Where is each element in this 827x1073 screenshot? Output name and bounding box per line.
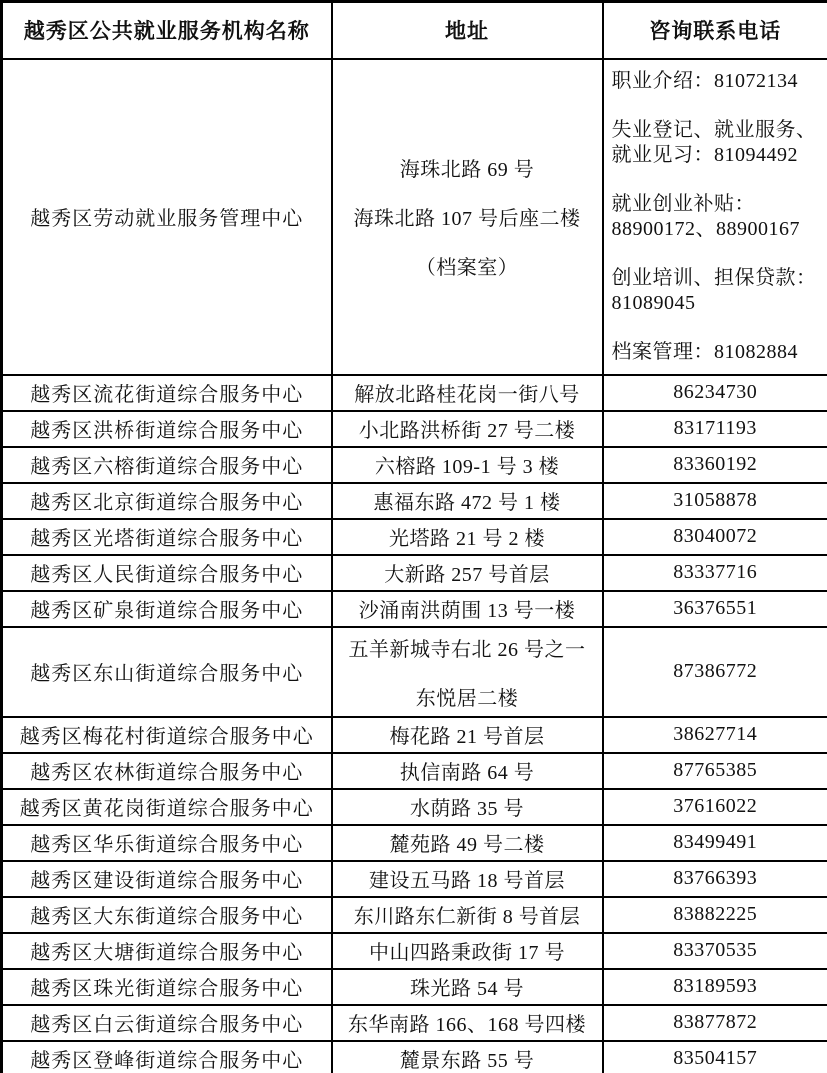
phone-group: [608, 830, 824, 855]
phone-group: [612, 118, 824, 168]
address-line: 水荫路 35 号: [410, 798, 524, 820]
table-header: [2, 2, 827, 59]
phone-line: 81089045: [611, 291, 696, 314]
phone-cell: [603, 411, 827, 447]
phone-cell: [603, 555, 827, 591]
address-line: 解放北路桂花岗一街八号: [354, 384, 580, 406]
name-cell: 越秀区大塘街道综合服务中心: [2, 933, 332, 969]
phone-line: 档案管理：81082884: [611, 340, 798, 363]
name-cell: 越秀区洪桥街道综合服务中心: [2, 411, 332, 447]
table-row: [2, 897, 827, 933]
address-line: 光塔路 21 号 2 楼: [389, 528, 545, 550]
phone-group: [608, 938, 824, 963]
phone-group: [608, 902, 824, 927]
address-line: 麓景东路 55 号: [399, 1049, 535, 1072]
phone-cell: [603, 627, 827, 717]
table-row: [2, 753, 827, 789]
phone-line: 83882225: [673, 903, 758, 925]
phone-line: 87765385: [673, 759, 758, 781]
address-line: 中山四路秉政街 17 号: [369, 942, 565, 964]
phone-line: 就业创业补贴：: [611, 192, 755, 215]
name-cell: 越秀区光塔街道综合服务中心: [2, 519, 332, 555]
table-row: [2, 627, 827, 717]
address-line: 五羊新城寺右北 26 号之一: [348, 638, 586, 661]
table-row: [2, 447, 827, 483]
phone-group: [608, 974, 824, 999]
address-cell: [332, 591, 603, 627]
address-cell: [332, 1005, 603, 1041]
phone-line: 创业培训、担保贷款：: [611, 266, 817, 289]
name-cell: 越秀区农林街道综合服务中心: [2, 753, 332, 789]
phone-group: [612, 340, 824, 365]
address-cell: [332, 717, 603, 753]
phone-group: [608, 416, 824, 441]
phone-line: 86234730: [673, 381, 758, 403]
phone-cell: [603, 969, 827, 1005]
phone-group: [608, 866, 824, 891]
table-row: [2, 861, 827, 897]
phone-cell: [603, 375, 827, 411]
name-cell: 越秀区黄花岗街道综合服务中心: [2, 789, 332, 825]
name-cell: 越秀区登峰街道综合服务中心: [2, 1041, 332, 1073]
table-row: [2, 591, 827, 627]
address-cell: [332, 789, 603, 825]
phone-group: [608, 596, 824, 621]
phone-line: 87386772: [673, 660, 758, 682]
table-row: [2, 717, 827, 753]
phone-line: 37616022: [673, 795, 758, 817]
name-cell: 越秀区流花街道综合服务中心: [2, 375, 332, 411]
address-cell: [332, 375, 603, 411]
table-row: [2, 519, 827, 555]
name-cell: 越秀区人民街道综合服务中心: [2, 555, 332, 591]
name-cell: 越秀区建设街道综合服务中心: [2, 861, 332, 897]
phone-line: 83171193: [673, 417, 757, 439]
table-row: [2, 411, 827, 447]
address-cell: [332, 447, 603, 483]
table-row: [2, 825, 827, 861]
phone-cell: [603, 789, 827, 825]
phone-cell: [603, 447, 827, 483]
address-line: 执信南路 64 号: [399, 762, 535, 784]
phone-group: [608, 794, 824, 819]
address-line: 建设五马路 18 号首层: [369, 870, 565, 892]
phone-cell: [603, 753, 827, 789]
phone-group: [608, 758, 824, 783]
phone-cell: [603, 519, 827, 555]
address-cell: [332, 861, 603, 897]
table-row: [2, 1041, 827, 1073]
address-line: 沙涌南洪荫围 13 号一楼: [358, 600, 576, 622]
phone-line: 88900172、88900167: [611, 217, 800, 240]
address-cell: [332, 483, 603, 519]
phone-group: [612, 69, 824, 94]
phone-cell: [603, 861, 827, 897]
address-cell: [332, 753, 603, 789]
header-row: [2, 2, 827, 59]
table-body: [2, 59, 827, 1073]
phone-group: [608, 380, 824, 405]
name-cell: 越秀区梅花村街道综合服务中心: [2, 717, 332, 753]
address-line: 六榕路 109-1 号 3 楼: [374, 456, 560, 478]
address-line: （档案室）: [415, 257, 519, 279]
phone-line: 83040072: [673, 525, 758, 547]
address-line: 惠福东路 472 号 1 楼: [373, 492, 561, 514]
phone-line: 失业登记、就业服务、: [611, 118, 817, 141]
name-cell: 越秀区华乐街道综合服务中心: [2, 825, 332, 861]
phone-cell: [603, 59, 827, 375]
col-header-phone: 咨询联系电话: [603, 2, 827, 59]
address-line: 小北路洪桥街 27 号二楼: [358, 420, 576, 442]
address-cell: [332, 1041, 603, 1073]
address-line: 东悦居二楼: [415, 687, 519, 710]
table-row: [2, 59, 827, 375]
address-line: 大新路 257 号首层: [384, 564, 550, 586]
phone-cell: [603, 483, 827, 519]
address-cell: [332, 969, 603, 1005]
phone-line: 83337716: [673, 561, 758, 583]
address-line: 梅花路 21 号首层: [389, 726, 545, 748]
address-line: 海珠北路 69 号: [399, 159, 535, 181]
name-cell: 越秀区六榕街道综合服务中心: [2, 447, 332, 483]
phone-group: [608, 560, 824, 585]
phone-group: [608, 1010, 824, 1035]
table-row: [2, 789, 827, 825]
phone-cell: [603, 1005, 827, 1041]
phone-line: 83499491: [673, 831, 758, 853]
phone-group: [608, 452, 824, 477]
address-line: 海珠北路 107 号后座二楼: [353, 208, 581, 230]
address-cell: [332, 825, 603, 861]
phone-line: 83766393: [673, 867, 758, 889]
col-header-institution-name: 越秀区公共就业服务机构名称: [2, 2, 332, 59]
name-cell: 越秀区北京街道综合服务中心: [2, 483, 332, 519]
address-line: 东川路东仁新街 8 号首层: [353, 906, 581, 928]
address-cell: [332, 555, 603, 591]
phone-cell: [603, 591, 827, 627]
phone-group: [608, 488, 824, 513]
address-cell: [332, 627, 603, 717]
phone-line: 83189593: [673, 975, 758, 997]
phone-cell: [603, 825, 827, 861]
name-cell: 越秀区矿泉街道综合服务中心: [2, 591, 332, 627]
phone-cell: [603, 933, 827, 969]
name-cell: 越秀区珠光街道综合服务中心: [2, 969, 332, 1005]
table-row: [2, 375, 827, 411]
phone-line: 职业介绍：81072134: [611, 69, 798, 92]
col-header-address: 地址: [332, 2, 603, 59]
phone-line: 31058878: [673, 489, 758, 511]
phone-group: [608, 524, 824, 549]
phone-group: [608, 659, 824, 684]
table-row: [2, 483, 827, 519]
address-cell: [332, 519, 603, 555]
phone-group: [608, 1046, 824, 1071]
address-cell: [332, 897, 603, 933]
phone-line: 83360192: [673, 453, 758, 475]
phone-cell: [603, 717, 827, 753]
table-row: [2, 933, 827, 969]
name-cell: 越秀区白云街道综合服务中心: [2, 1005, 332, 1041]
phone-line: 83370535: [673, 939, 758, 961]
phone-line: 就业见习：81094492: [611, 143, 798, 166]
phone-group: [612, 266, 824, 316]
table-row: [2, 1005, 827, 1041]
address-cell: [332, 933, 603, 969]
phone-cell: [603, 897, 827, 933]
address-cell: [332, 411, 603, 447]
phone-line: 83504157: [673, 1046, 758, 1069]
address-line: 麓苑路 49 号二楼: [389, 834, 545, 856]
address-line: 珠光路 54 号: [410, 978, 524, 1000]
table-row: [2, 969, 827, 1005]
address-cell: [332, 59, 603, 375]
address-line: 东华南路 166、168 号四楼: [348, 1014, 586, 1036]
table-row: [2, 555, 827, 591]
name-cell: 越秀区大东街道综合服务中心: [2, 897, 332, 933]
name-cell: 越秀区劳动就业服务管理中心: [2, 59, 332, 375]
phone-line: 83877872: [673, 1011, 758, 1033]
phone-group: [608, 722, 824, 747]
phone-line: 38627714: [673, 723, 758, 745]
phone-group: [612, 192, 824, 242]
phone-cell: [603, 1041, 827, 1073]
name-cell: 越秀区东山街道综合服务中心: [2, 627, 332, 717]
phone-line: 36376551: [673, 597, 758, 619]
